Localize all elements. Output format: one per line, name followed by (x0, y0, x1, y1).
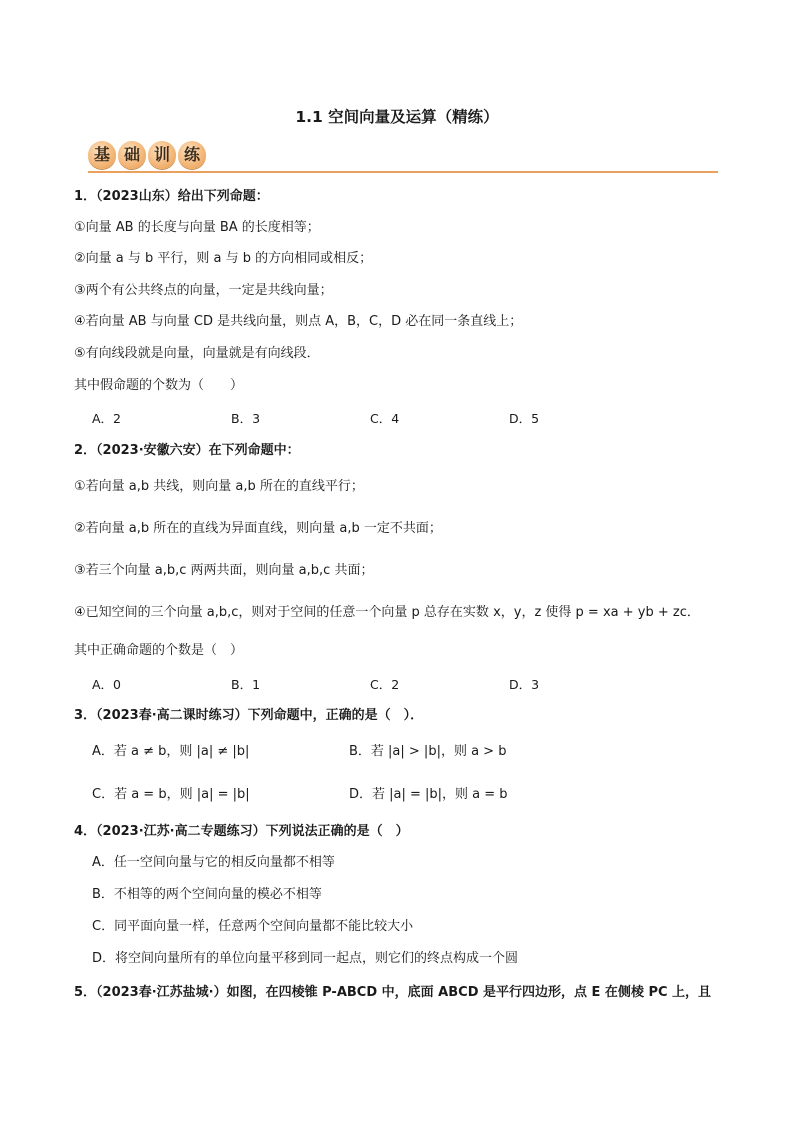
question-5-head: 5．（2023春·江苏盐城·）如图，在四棱锥 P-ABCD 中，底面 ABCD 是平行四边形，点 E 在侧棱 PC 上，且 (74, 985, 712, 1000)
option-d[interactable]: D．3 (509, 677, 540, 692)
option-a[interactable]: A．2 (92, 411, 122, 426)
banner-char: 基 (88, 141, 116, 169)
option-d[interactable]: D．将空间向量所有的单位向量平移到同一起点，则它们的终点构成一个圆 (92, 951, 519, 966)
question-1-head: 1．（2023山东）给出下列命题： (74, 189, 269, 204)
option-b[interactable]: B．不相等的两个空间向量的模必不相等 (92, 887, 322, 902)
question-1-ask: 其中假命题的个数为（ ） (74, 378, 244, 393)
question-1-options (92, 410, 648, 428)
question-4-head: 4．（2023·江苏·高二专题练习）下列说法正确的是（ ） (74, 824, 409, 839)
question-2-ask: 其中正确命题的个数是（ ） (74, 643, 244, 658)
option-a[interactable]: A．若 a ≠ b，则 |a| ≠ |b| (92, 744, 250, 759)
option-c[interactable]: C．2 (370, 677, 400, 692)
option-c[interactable]: C．若 a = b，则 |a| = |b| (92, 787, 250, 802)
question-1-item: ①向量 AB 的长度与向量 BA 的长度相等； (74, 220, 320, 235)
question-1-item: ②向量 a 与 b 平行，则 a 与 b 的方向相同或相反； (74, 251, 373, 266)
option-a[interactable]: A．任一空间向量与它的相反向量都不相等 (92, 855, 335, 870)
question-1-item: ③两个有公共终点的向量，一定是共线向量； (74, 283, 333, 298)
question-1-item: ④若向量 AB 与向量 CD 是共线向量，则点 A，B，C，D 必在同一条直线上； (74, 314, 523, 329)
option-b[interactable]: B．若 |a| > |b|，则 a > b (349, 744, 507, 759)
option-b[interactable]: B．1 (231, 677, 261, 692)
question-2-item: ③若三个向量 a,b,c 两两共面，则向量 a,b,c 共面； (74, 563, 374, 578)
option-d[interactable]: D．5 (509, 411, 540, 426)
banner-char: 练 (178, 141, 206, 169)
option-c[interactable]: C．4 (370, 411, 400, 426)
section-divider (88, 171, 718, 173)
question-2-item: ④已知空间的三个向量 a,b,c，则对于空间的任意一个向量 p 总存在实数 x，y，z 使得 p = xa + yb + zc． (74, 605, 700, 620)
option-b[interactable]: B．3 (231, 411, 261, 426)
question-2-item: ②若向量 a,b 所在的直线为异面直线，则向量 a,b 一定不共面； (74, 521, 442, 536)
question-2-head: 2．（2023·安徽六安）在下列命题中： (74, 443, 300, 458)
question-1-item: ⑤有向线段就是向量，向量就是有向线段． (74, 346, 320, 361)
option-a[interactable]: A．0 (92, 677, 122, 692)
question-3-head: 3．（2023春·高二课时练习）下列命题中，正确的是（ ）． (74, 708, 424, 723)
banner-char: 训 (148, 141, 176, 169)
question-2-options (92, 676, 648, 694)
section-banner (88, 141, 206, 171)
page-title: 1.1 空间向量及运算（精练） (295, 108, 499, 126)
option-c[interactable]: C．同平面向量一样，任意两个空间向量都不能比较大小 (92, 919, 414, 934)
banner-char: 础 (118, 141, 146, 169)
question-2-item: ①若向量 a,b 共线，则向量 a,b 所在的直线平行； (74, 479, 364, 494)
option-d[interactable]: D．若 |a| = |b|，则 a = b (349, 787, 508, 802)
